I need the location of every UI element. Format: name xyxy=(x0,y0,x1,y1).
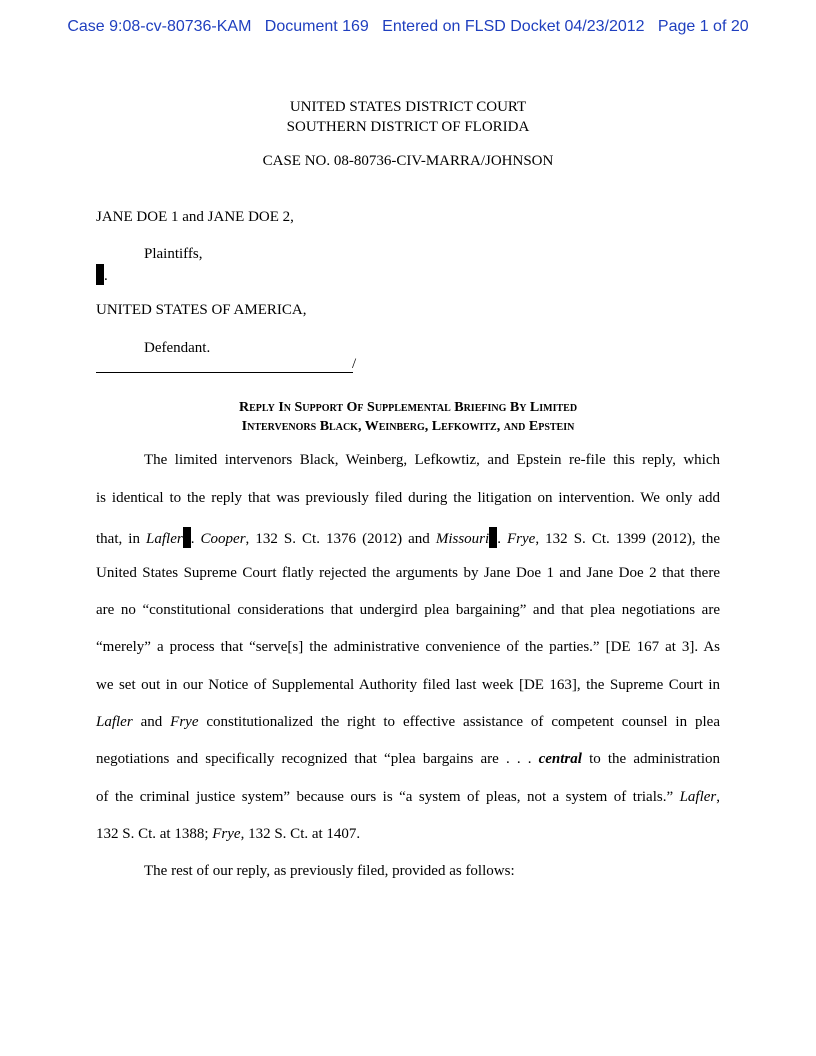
redaction-block xyxy=(183,527,191,548)
case-number: CASE NO. 08-80736-CIV-MARRA/JOHNSON xyxy=(262,153,554,169)
document-title-line1: Reply In Support Of Supplemental Briefing By Limited xyxy=(238,400,578,415)
case-name-missouri: Missouri xyxy=(435,531,490,547)
defendant-name: UNITED STATES OF AMERICA, xyxy=(96,302,307,318)
body-line-6: “merely” a process that “serve[s] the administrative convenience of the parties.” [DE 167 at 3]. As xyxy=(96,639,720,655)
court-name xyxy=(0,97,816,137)
court-name-line1: UNITED STATES DISTRICT COURT xyxy=(289,99,527,115)
caption-rule xyxy=(96,372,353,373)
body-line-8: Lafler and Frye constitutionalized the right to effective assistance of competent counsel in plea xyxy=(96,714,720,730)
versus-line xyxy=(96,264,108,285)
document-title-line2: Intervenors Black, Weinberg, Lefkowitz, and Epstein xyxy=(241,419,575,434)
plaintiffs-label: Plaintiffs, xyxy=(144,246,203,262)
case-name-cooper: Cooper xyxy=(200,531,246,547)
emphasis-central: central xyxy=(538,751,582,767)
court-name-line2: SOUTHERN DISTRICT OF FLORIDA xyxy=(286,119,530,135)
body-line-12: The rest of our reply, as previously filed, provided as follows: xyxy=(144,863,515,879)
body-line-5: are no “constitutional considerations that undergird plea bargaining” and that plea negotiations are xyxy=(96,602,720,618)
body-line-10: of the criminal justice system” because ours is “a system of pleas, not a system of trials.” Lafler, xyxy=(96,789,720,805)
caption-slash: / xyxy=(352,356,357,372)
redaction-block xyxy=(96,264,104,285)
defendant-label: Defendant. xyxy=(144,340,211,356)
body-line-4: United States Supreme Court flatly rejected the arguments by Jane Doe 1 and Jane Doe 2 that there xyxy=(96,565,720,581)
plaintiffs-names: JANE DOE 1 and JANE DOE 2, xyxy=(96,209,294,225)
body-line-11: 132 S. Ct. at 1388; Frye, 132 S. Ct. at 1407. xyxy=(96,826,361,842)
docket-header-stamp: Case 9:08-cv-80736-KAM Document 169 Entered on FLSD Docket 04/23/2012 Page 1 of 20 xyxy=(67,18,749,35)
body-line-3: that, in Lafler . Cooper, 132 S. Ct. 1376 (2012) and Missouri . Frye, 132 S. Ct. 1399 (2012), the xyxy=(96,527,720,548)
body-line-9: negotiations and specifically recognized that “plea bargains are . . . central to the administration xyxy=(96,751,720,767)
case-name-frye: Frye xyxy=(507,531,536,547)
redaction-block xyxy=(489,527,497,548)
versus-suffix: . xyxy=(104,268,108,284)
body-line-7: we set out in our Notice of Supplemental Authority filed last week [DE 163], the Supreme Court in xyxy=(96,677,720,693)
body-line-2: is identical to the reply that was previously filed during the litigation on intervention. We only add xyxy=(96,490,720,506)
document-title xyxy=(0,398,816,436)
case-name-lafler: Lafler xyxy=(146,531,183,547)
body-line-1: The limited intervenors Black, Weinberg, Lefkowtiz, and Epstein re-file this reply, which xyxy=(144,452,720,468)
